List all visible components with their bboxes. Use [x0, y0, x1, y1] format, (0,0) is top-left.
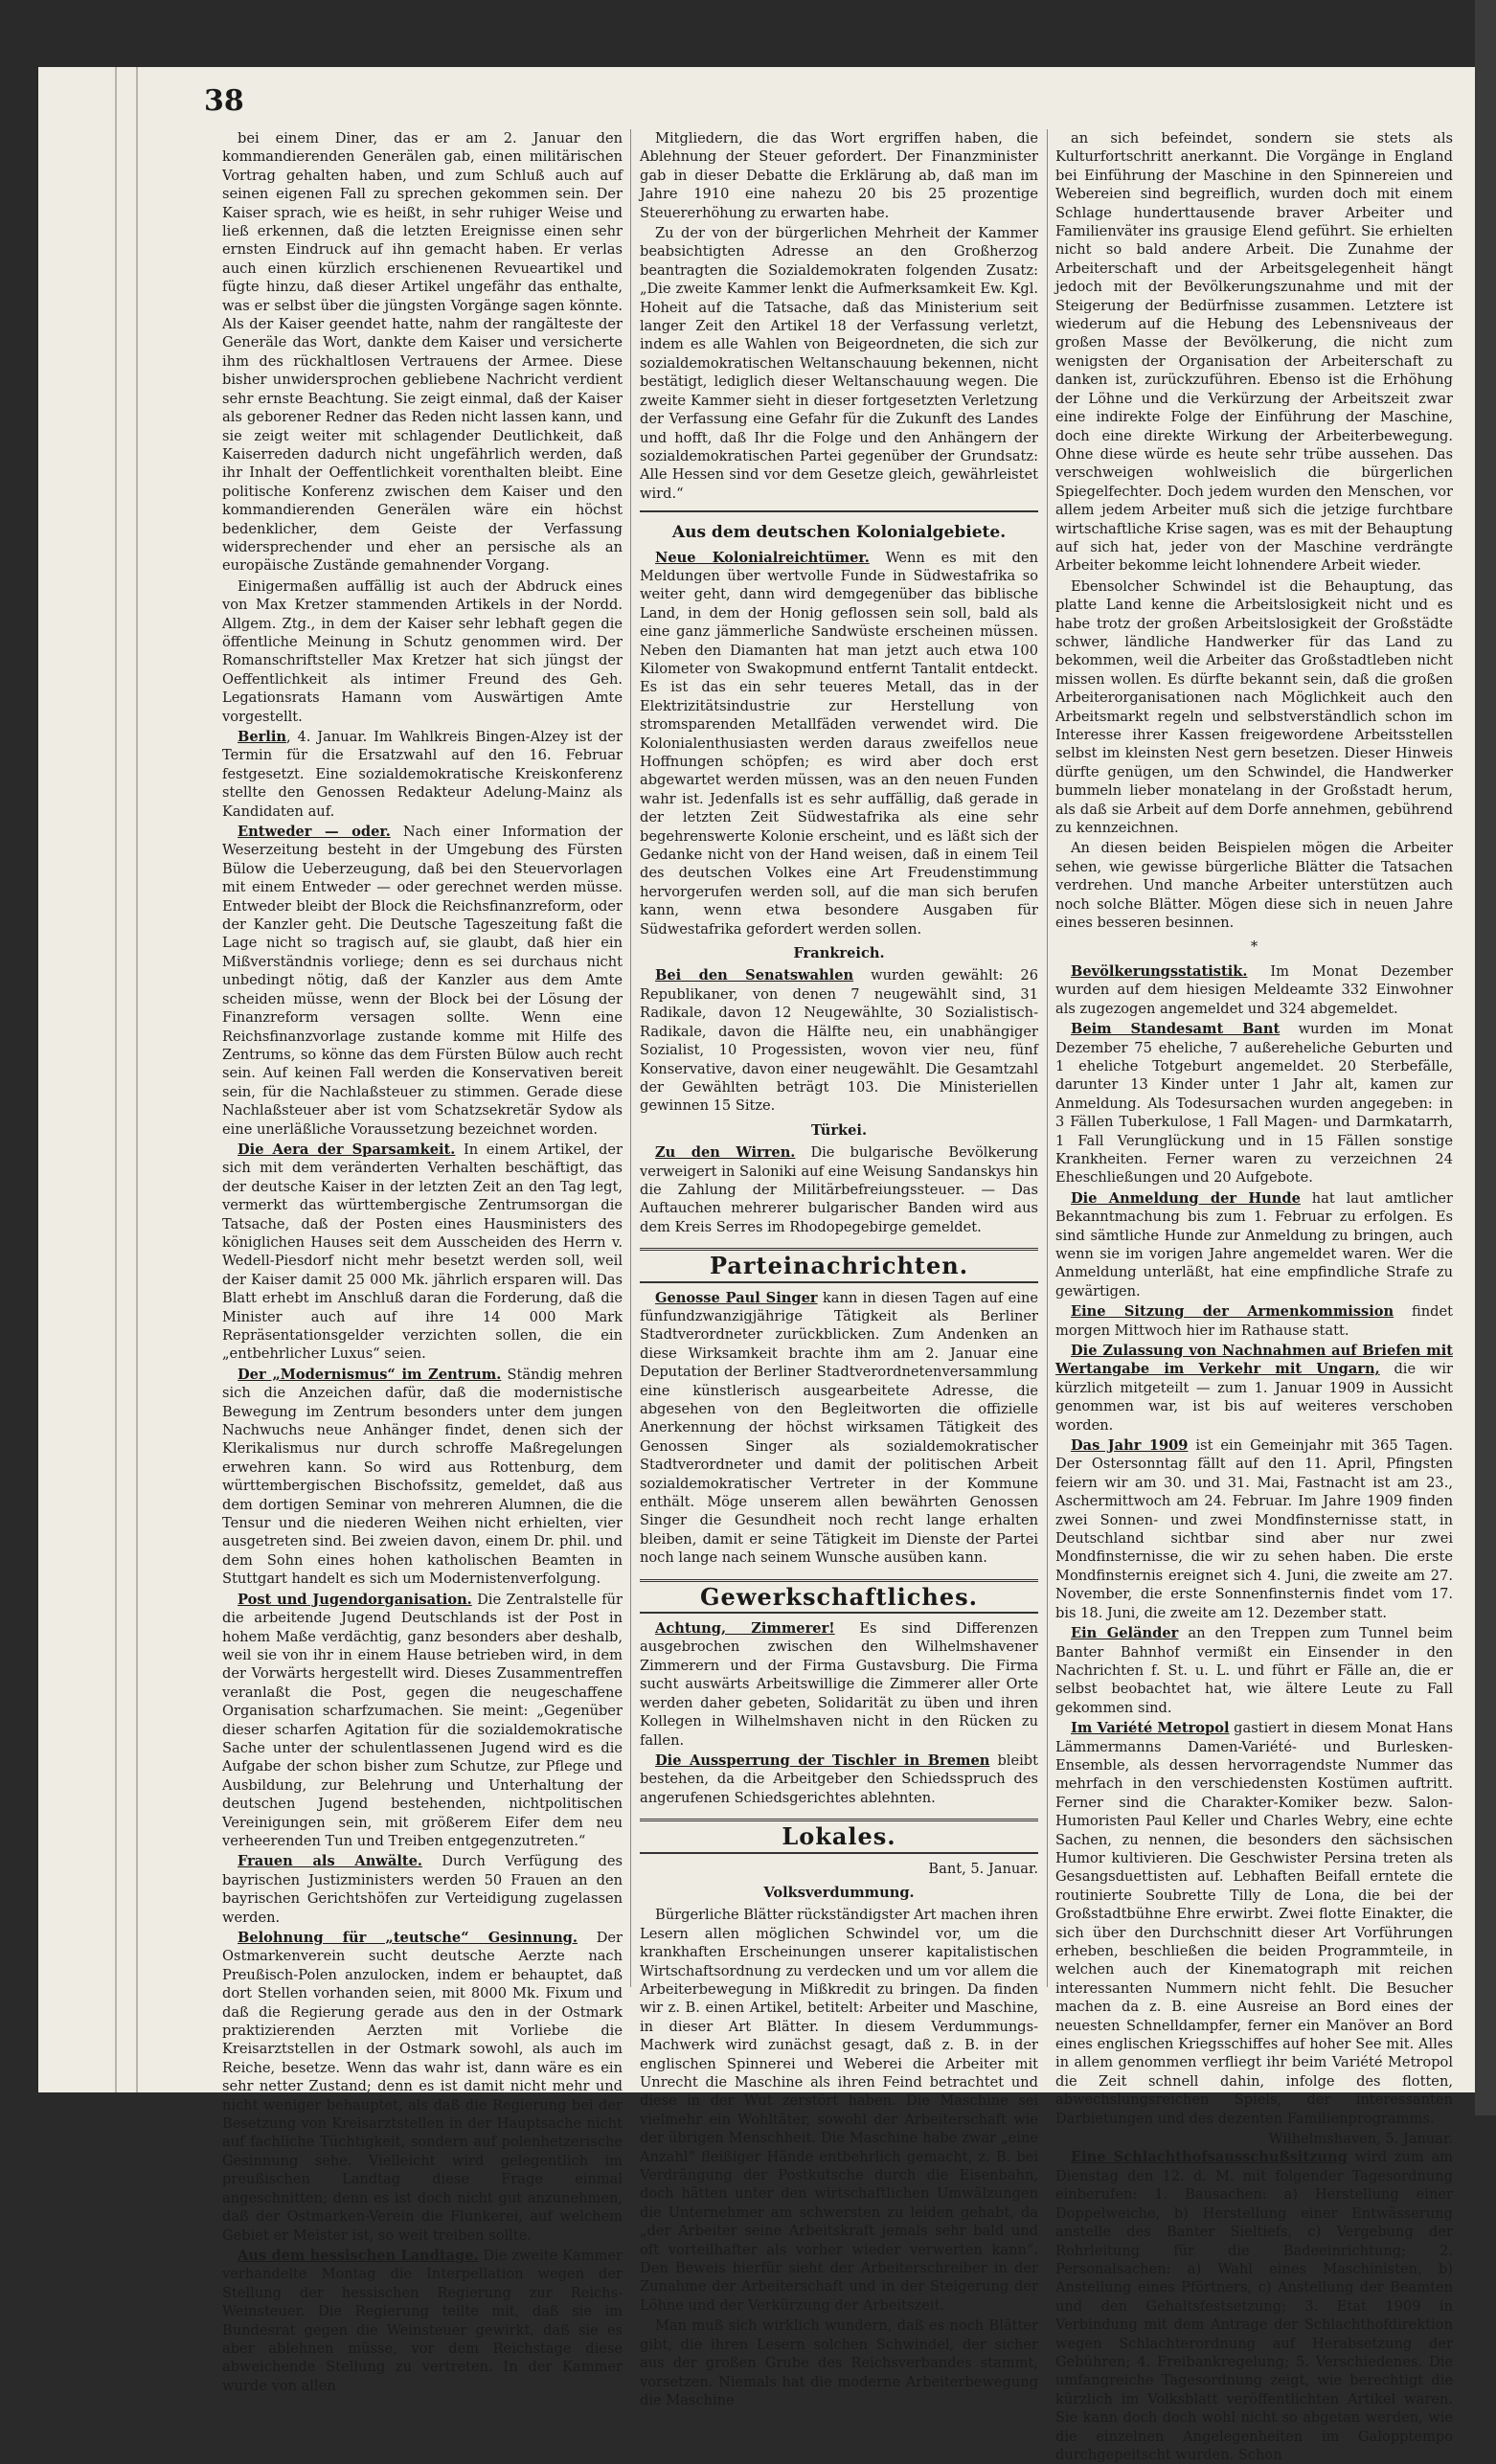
article-headline: Beim Standesamt Bant — [1071, 1021, 1281, 1038]
article-text: bleibt bestehen, da die Arbeitgeber den Schiedsspruch des angerufenen Schiedsgerichtes ablehnten. — [640, 1752, 1038, 1806]
article-headline: Achtung, Zimmerer! — [655, 1620, 835, 1638]
article-text: Bürgerliche Blätter rückständigster Art machen ihren Lesern allen möglichen Schwindel vor, um die krankhaften Erscheinungen unserer kapitalistischen Wirtschaftsordnung zu verdecken und um vor allem die Arbeiterbewegung in Mißkredit zu bringen. Da finden wir z. B. einen Artikel, betitelt: Arbeiter und Maschine, in dieser Art Blätter. In diesem Verdummungs-Machwerk wird zunächst gesagt, daß z. B. in der englischen Spinnerei und Weberei die Arbeiter mit Unrecht die Maschine als ihren Feind betrachtet und diese in der Wut zerstört haben. Die Maschine sei vielmehr ein Wohltäter, sowohl der Arbeiterschaft wie der übrigen Menschheit. Die Maschine habe zwar „eine Anzahl“ fleißiger Hände entbehrlich gemacht, z. B. bei Verdrängung der Postkutsche durch die Eisenbahn, doch hätten unter den wirtschaftlichen Umwälzungen die Unternehmer am schwersten zu leiden gehabt, da „der Arbeiter seine Arbeitskraft jemals sehr bald und oft vorteilhafter als vorher wieder verwerten kann“. Den Beweis hierfür sieht der Arbeiterschreiber in der Zunahme der Arbeiterschaft und in der Steigerung der Löhne und der Verkürzung der Arbeitszeit. — [640, 1907, 1038, 2314]
article-paragraph — [222, 577, 623, 726]
section-heading-frankreich: Frankreich. — [793, 945, 885, 962]
article-paragraph — [640, 549, 1038, 939]
article-paragraph — [640, 224, 1038, 503]
article-text: kann in diesen Tagen auf eine fünfundzwanzigjährige Tätigkeit als Berliner Stadtverordneter zurückblicken. Zum Andenken an diese Wirksamkeit brachte ihm am 2. Januar eine Deputation der Berliner Stadtverordnetenversammlung eine künstlerisch ausgearbeitete Adresse, die abgesehen von den Begleitworten die offizielle Anerkennung der höchst wirksamen Tätigkeit des Genossen Singer als sozialdemokratischer Stadtverordneter und damit der politischen Arbeit sozialdemokratischer Vertreter in der Kommune enthält. Möge unserem allen bewährten Genossen Singer die Gesundheit noch recht lange erhalten bleiben, damit er seine Tätigkeit im Dienste der Partei noch lange nach seinem Wunsche ausüben kann. — [640, 1289, 1038, 1567]
article-headline: Genosse Paul Singer — [655, 1289, 818, 1306]
article-text: Zu der von der bürgerlichen Mehrheit der Kammer beabsichtigten Adresse an den Großherzog beantragten die Sozialdemokraten folgenden Zusatz: „Die zweite Kammer lenkt die Aufmerksamkeit Ew. Kgl. Hoheit auf die Tatsache, daß das Ministerium seit langer Zeit den Artikel 18 der Verfassung verletzt, indem es alle Wahlen von Beigeordneten, die sich zur sozialdemokratischen Weltanschauung bekennen, nicht bestätigt, lediglich dieser Weltanschauung wegen. Die zweite Kammer sieht in dieser fortgesetzten Verletzung der Verfassung eine Gefahr für die Zukunft des Landes und hofft, daß Ihr die Folge und den Anhängern der sozialdemokratischen Partei gegenüber der Grundsatz: Alle Hessen sind vor dem Gesetze gleich, gewährleistet wird.“ — [640, 225, 1038, 502]
article-text: An diesen beiden Beispielen mögen die Arbeiter sehen, wie gewisse bürgerliche Blätter die Tatsachen verdrehen. Und manche Arbeiter unterstützen auch noch solche Blätter. Mögen diese sich in neuen Jahre eines besseren besinnen. — [1055, 840, 1453, 932]
article-paragraph — [1055, 1624, 1453, 1717]
column-rule — [630, 129, 631, 1987]
article-headline: Bevölkerungsstatistik. — [1071, 962, 1248, 980]
article-paragraph — [1055, 2148, 1453, 2464]
page-edge — [1475, 0, 1496, 2115]
article-paragraph — [1055, 1302, 1453, 1340]
article-paragraph — [1055, 577, 1453, 838]
article-paragraph — [222, 728, 623, 821]
article-headline: Zu den Wirren. — [655, 1144, 796, 1162]
section-heading-lokales: Lokales. — [640, 1819, 1038, 1853]
article-paragraph — [222, 129, 623, 576]
article-paragraph — [1055, 1342, 1453, 1435]
article-paragraph — [222, 1366, 623, 1589]
article-headline: Die Aussperrung der Tischler in Bremen — [655, 1752, 990, 1769]
article-headline: Die Aera der Sparsamkeit. — [238, 1141, 456, 1158]
binding-line — [136, 67, 138, 2092]
article-paragraph — [222, 1141, 623, 1364]
section-heading-kolonial: Aus dem deutschen Kolonialgebiete. — [671, 523, 1007, 543]
article-text: an sich befeindet, sondern sie stets als Kulturfortschritt anerkannt. Die Vorgänge in England bei Einführung der Maschine in den Spinnereien und Webereien sind begreiflich, wurden doch mit einem Schlage hunderttausende braver Arbeiter und Familienväter ins grausige Elend geführt. Sie erhielten nicht so bald andere Arbeit. Die Zunahme der Arbeiterschaft und der Arbeitsgelegenheit hängt jedoch mit der Bevölkerungszunahme und mit der Steigerung der Bedürfnisse zusammen. Letztere ist wiederum auf die Hebung des Lebensniveaus der großen Masse der Bevölkerung, die nicht zum wenigsten der Organisation der Arbeiterschaft zu danken ist, zurückzuführen. Ebenso ist die Erhöhung der Löhne und die Verkürzung der Arbeitszeit zwar eine indirekte Folge der Einführung der Maschine, doch eine direkte Wirkung der Arbeiterbewegung. Ohne diese würde es heute sehr trübe aussehen. Das verschweigen wohlweislich die bürgerlichen Spiegelfechter. Doch jedem wurden den Menschen, vor allem jedem Arbeiter muß sich die jetzige furchtbare wirtschaftliche Krise sagen, was es mit der Behauptung auf sich hat, jeder von der Maschine verdrängte Arbeiter bekomme leicht lohnendere Arbeit wieder. — [1055, 130, 1453, 575]
column-rule — [1047, 129, 1048, 1987]
article-title-volksverdummung: Volksverdummung. — [763, 1884, 915, 1901]
article-text: Im Monat Dezember wurden auf dem hiesigen Meldeamte 332 Einwohner als zugezogen angemeldet und 324 abgemeldet. — [1055, 962, 1453, 1017]
article-text: Wenn es mit den Meldungen über wertvolle Funde in Südwestafrika so weiter geht, dann wird demgegenüber das biblische Land, in dem der Honig geflossen sein soll, bald als eine ganz jämmerliche Sandwüste erscheinen müssen. Neben den Diamanten hat man jetzt auch etwa 100 Kilometer von Swakopmund entfernt Tantalit entdeckt. Es ist das ein sehr teueres Metall, das in der Elektrizitätsindustrie zur Herstellung von stromsparenden Metallfäden verwendet wird. Die Kolonialenthusiasten werden daraus zweifellos neue Hoffnungen schöpfen; es wird aber doch erst abgewartet werden müssen, was an den neuen Funden wahr ist. Jedenfalls ist es sehr auffällig, daß gerade in der letzten Zeit Südwestafrika als eine sehr begehrenswerte Kolonie erscheint, und es läßt sich der Gedanke nicht von der Hand weisen, daß in einem Teil des deutschen Volkes eine Art Freudenstimmung hervorgerufen werden soll, auf die man sich berufen kann, wenn etwa besondere Ausgaben für Südwestafrika gefordert werden sollen. — [640, 549, 1038, 938]
article-paragraph — [1055, 1436, 1453, 1622]
article-text: wird zum am Dienstag den 12. d. M. mit folgender Tagesordnung einberufen: 1. Bausachen: a) Herstellung einer Doppelweiche, b) Herstellung einer Entwässerung anstelle des Banter Sieltiefs, c) Vergebung der Rohrleitung für die Badeeinrichtung; 2. Personalsachen: a) Wahl eines Maschinisten, b) Anstellung eines Pförtners, c) Anstellung der Beamten und den Gehaltsfestsetzung; 3. Etat 1909 in Verbindung mit dem Antrage der Schlachthofdirektion wegen Schlachterordnung auf Herabsetzung der Gebühren; 4. Freibankregelung; 5. Verschiedenes. Die umfangreiche Tagesordnung zeigt, wie berechtigt die kürzlich im Volksblatt veröffentlichten Artikel waren. Sie kann doch doch wohl nicht so abgetan werden, wie die einzelnen Angelegenheiten im Galopptempo durchgepeitscht wurden. Schon — [1055, 2149, 1453, 2463]
section-rule — [640, 510, 1038, 512]
column-2 — [640, 129, 1039, 2408]
article-paragraph — [222, 1929, 623, 2245]
article-headline: Ein Geländer — [1071, 1625, 1179, 1642]
article-headline: Eine Sitzung der Armenkommission — [1071, 1303, 1394, 1321]
article-headline: Das Jahr 1909 — [1071, 1437, 1189, 1455]
article-text: Es sind Differenzen ausgebrochen zwischen den Wilhelmshavener Zimmerern und der Firma Gustavsburg. Die Firma sucht auswärts Arbeitswillige die Zimmerer aller Orte werden daher gebeten, Solidarität zu üben und ihren Kollegen in Wilhelmshaven nicht in den Rücken zu fallen. — [640, 1620, 1038, 1749]
article-paragraph — [640, 129, 1038, 222]
article-paragraph — [1055, 839, 1453, 932]
dateline-bant: Bant, 5. Januar. — [928, 1860, 1038, 1877]
article-text: gastiert in diesem Monat Hans Lämmermanns Damen-Variété- und Burlesken-Ensemble, als dessen hervorragendste Nummer das mehrfach in den verschiedensten Kostümen auftritt. Ferner sind die Charakter-Komiker bezw. Salon-Humoristen Paul Keller und Charles Webry, eine echte Sachen, zu nennen, die besonders den sächsischen Humor kultivieren. Die Geschwister Persina treten als Gesangsduettisten auf. Lebhaften Beifall erntete die routinierte Soubrette Tilly de Lona, die bei der Großstadtbühne Ehre erwirbt. Zwei flotte Einakter, die sich über den Durchschnitt dieser Art Vorführungen erheben, beschließen die beiden Programmteile, in welchen auch der Kinematograph mit reichen interessanten Nummern nicht fehlt. Die Besucher machen da z. B. eine Ausreise an Bord eines der neuesten Schnelldampfer, ferner ein Manöver an Bord eines englischen Kriegsschiffes auf hoher See mit. Alles in allem genommen verfliegt ihr beim Variété Metropol die Zeit schnell dahin, infolge des flotten, abwechslungsreichen Spiels, der interessanten Darbietungen und des dezenten Familienprogramms. — [1055, 1720, 1454, 2127]
article-text: Die Zentralstelle für die arbeitende Jugend Deutschlands ist der Post in hohem Maße verdächtig, ganz besonders aber deshalb, weil sie von ihr in einem Hause betrieben wird, in dem der Vorwärts hergestellt wird. Dieses Zusammentreffen veranlaßt die Post, gegen die neugeschaffene Organisation scharfzumachen. Sie meint: „Gegenüber dieser scharfen Agitation für die sozialdemokratische Sache unter der schulentlassenen Jugend wird es die Aufgabe der schon bisher zum Schutze, zur Pflege und Ausbildung, zur Belehrung und Unterhaltung der deutschen Jugend bestehenden, nichtpolitischen Vereinigungen sein, mit größerem Eifer dem neu verheerenden Tun und Treiben entgegenzutreten.“ — [222, 1591, 623, 1849]
article-headline: Im Variété Metropol — [1071, 1720, 1230, 1737]
article-paragraph — [640, 2317, 1038, 2409]
article-paragraph — [222, 2247, 623, 2395]
article-headline: Die Zulassung von Nachnahmen auf Briefen mit Wertangabe im Verkehr mit Ungarn, — [1055, 1343, 1453, 1378]
article-paragraph — [640, 1143, 1038, 1236]
article-headline: Belohnung für „teutsche“ Gesinnung. — [238, 1930, 578, 1946]
article-paragraph — [1055, 1719, 1453, 2128]
article-text: Die bulgarische Bevölkerung verweigert in Saloniki auf eine Weisung Sandanskys hin die Zahlung der Militärbefreiungssteuer. — Das Auftauchen mehrerer bulgarischer Banden wird aus dem Kreis Serres im Rhodopegebirge gemeldet. — [640, 1144, 1038, 1235]
article-paragraph — [222, 1591, 623, 1851]
article-headline: Bei den Senatswahlen — [655, 967, 854, 984]
article-text: Ständig mehren sich die Anzeichen dafür, daß die modernistische Bewegung im Zentrum besonders unter dem jungen Nachwuchs neue Anhänger findet, denen sich der Klerikalismus nur durch schroffe Maßregelungen erwehren kann. So wird aus Rottenburg, dem württembergischen Bischofssitz, gemeldet, daß aus dem dortigen Seminar von mehreren Alumnen, die die Tensur und die niederen Weihen nicht erhielten, vier ausgetreten sind. Bei zweien davon, einem Dr. phil. und dem Sohn eines hohen katholischen Beamten in Stuttgart handelt es sich um Modernistenverfolgung. — [222, 1366, 623, 1588]
article-text: an den Treppen zum Tunnel beim Banter Bahnhof vermißt ein Einsender in den Nachrichten f. St. u. L. und führt er Fälle an, die er selbst beobachtet hat, wie ältere Leute zu Fall gekommen sind. — [1055, 1625, 1453, 1716]
section-heading-tuerkei: Türkei. — [810, 1121, 868, 1139]
article-paragraph — [640, 1619, 1038, 1750]
dateline-wilhelmshaven: Wilhelmshaven, 5. Januar. — [1268, 2131, 1453, 2148]
column-1 — [222, 129, 623, 2394]
article-text: ist ein Gemeinjahr mit 365 Tagen. Der Ostersonntag fällt auf den 11. April, Pfingsten feiern wir am 30. und 31. Mai, Fastnacht ist am 23., Aschermittwoch am 24. Februar. Im Jahre 1909 finden zwei Sonnen- und zwei Mondfinsternisse statt, in Deutschland sichtbar sind aber nur zwei Mondfinsternisse, die wir zu sehen haben. Die erste Mondfinsternis ereignet sich 4. Juni, die zweite am 27. November, die erste Sonnenfinsternis findet vom 17. bis 18. Juni, die zweite am 12. Dezember statt. — [1055, 1437, 1453, 1621]
column-3 — [1055, 129, 1454, 2463]
article-text: bei einem Diner, das er am 2. Januar den kommandierenden Generälen gab, einen militärischen Vortrag gehalten haben, und zum Schluß auch auf seinen eigenen Fall zu sprechen gekommen sein. Der Kaiser sprach, wie es heißt, in sehr ruhiger Weise und ließ erkennen, daß die letzten Ereignisse einen sehr ernsten Eindruck auf ihn gemacht haben. Er verlas auch einen kürzlich erschienenen Revueartikel und fügte hinzu, daß dieser Artikel ungefähr das enthalte, was er selbst über die jüngsten Vorgänge sagen könnte. Als der Kaiser geendet hatte, nahm der rangälteste der Generäle das Wort, dankte dem Kaiser und versicherte ihm des rückhaltlosen Vertrauens der Armee. Diese bisher unwidersprochen gebliebene Nachricht verdient sehr ernste Beachtung. Sie zeigt einmal, daß der Kaiser als geborener Redner das Reden nicht lassen kann, und sie zeigt weiter mit schlagender Deutlichkeit, daß Kaiserreden dadurch nicht ungefährlich werden, daß ihr Inhalt der Oeffentlichkeit vorenthalten bleibt. Eine politische Konferenz zwischen dem Kaiser und den kommandierenden Generälen wäre ein höchst bedenklicher, dem Geiste der Verfassung widersprechender und eher an persische als an europäische Zustände gemahnender Vorgang. — [222, 130, 623, 575]
article-text: Nach einer Information der Weserzeitung besteht in der Umgebung des Fürsten Bülow die Ueberzeugung, daß bei den Steuervorlagen mit einem Entweder — oder gerechnet werden müsse. Entweder bleibt der Block die Reichsfinanzreform, oder der Kanzler geht. Die Deutsche Tageszeitung faßt die Lage nicht so tragisch auf, sie glaubt, daß hier ein Mißverständnis vorliege; denn es sei durchaus nicht unbedingt nötig, daß der Kanzler aus dem Amte scheiden müsse, wenn der Block bei der Lösung der Finanzreform versagen sollte. Wenn eine Reichsfinanzvorlage zustande komme mit Hilfe des Zentrums, so könne das dem Fürsten Bülow auch recht sein. Auf keinen Fall werden die Konservativen bereit sein, für die Nachlaßsteuer zu stimmen. Gerade diese Nachlaßsteuer aber ist vom Schatzsekretär Sydow als eine unerläßliche Voraussetzung bezeichnet worden. — [222, 824, 623, 1138]
article-text: Einigermaßen auffällig ist auch der Abdruck eines von Max Kretzer stammenden Artikels in der Nordd. Allgem. Ztg., in dem der Kaiser sehr lebhaft gegen die öffentliche Meinung in Schutz genommen wird. Der Romanschriftsteller Max Kretzer hat sich jüngst der Oeffentlichkeit als intimer Freund des Geh. Legationsrats Hamann vom Auswärtigen Amte vorgestellt. — [222, 577, 623, 725]
article-headline: Frauen als Anwälte. — [238, 1853, 422, 1870]
article-paragraph — [640, 1906, 1038, 2315]
article-paragraph — [1055, 1189, 1453, 1300]
article-text: Die zweite Kammer verhandelte Montag die Interpellation wegen der Stellung der hessischen Regierung zur Reichs-Weinsteuer. Die Regierung teilte mit, daß sie im Bundesrat gegen die Weinsteuer gewirkt, daß sie es aber ablehnen müsse, vor dem Reichstage diese abweichende Stellung zu vertreten. In der Kammer wurde von allen — [222, 2247, 623, 2394]
article-paragraph — [222, 1852, 623, 1927]
article-text: die wir kürzlich mitgeteilt — zum 1. Januar 1909 in Aussicht genommen war, ist bis auf weiteres verschoben worden. — [1055, 1361, 1453, 1434]
article-text: wurden gewählt: 26 Republikaner, von denen 7 neugewählt sind, 31 Radikale, davon 12 Neugewählte, 30 Sozialistisch-Radikale, davon die Hälfte neu, ein unabhängiger Sozialist, 10 Progessisten, wovon vier neu, fünf Konservative, davon einer neugewählt. Die Gesamtzahl der Gewählten beträgt 103. Die Ministeriellen gewinnen 15 Sitze. — [640, 967, 1039, 1115]
article-paragraph — [1055, 129, 1453, 576]
article-headline: Berlin — [238, 729, 287, 745]
article-paragraph — [640, 1752, 1038, 1807]
article-text: Der Ostmarkenverein sucht deutsche Aerzte nach Preußisch-Polen anzulocken, indem er behauptet, daß dort Stellen vorhanden seien, mit 8000 Mk. Fixum und daß die Regierung gerade aus den in der Ostmark praktizierenden Aerzten mit Vorliebe die Kreisarztstellen in der Ostmark sowohl, als auch im Reiche, besetze. Wenn das wahr ist, dann wäre es ein sehr netter Zustand; denn es ist damit nicht mehr und nicht weniger behauptet, als daß die Regierung bei der Besetzung von Kreisarztstellen in der Hauptsache nicht auf fachliche Tüchtigkeit, sondern auf polenhetzerische Gesinnung sehe. Vielleicht wird gelegentlich im preußischen Landtag diese Frage einmal angeschnitten; denn es ist doch nicht gut anzunehmen, daß der Ostmarken-Verein die Flunkerei, auf welchem Gebiet er Meister ist, so weit treiben sollte. — [222, 1930, 623, 2244]
section-heading-partei: Parteinachrichten. — [640, 1248, 1038, 1282]
article-text: wurden im Monat Dezember 75 eheliche, 7 außereheliche Geburten und 1 eheliche Totgeburt angemeldet. 20 Sterbefälle, darunter 13 Kinder unter 1 Jahr alt, kamen zur Anmeldung. Als Todesursachen wurden angegeben: in 3 Fällen Tuberkulose, 1 Fall Magen- und Darmkatarrh, 1 Fall Verunglückung und in 15 Fällen sonstige Krankheiten. Ferner waren zu verzeichnen 24 Eheschließungen und 20 Aufgebote. — [1055, 1021, 1453, 1187]
article-text: In einem Artikel, der sich mit dem veränderten Verhalten beschäftigt, das der deutsche Kaiser in der letzten Zeit an den Tag legt, vermerkt das württembergische Zentrumsorgan die Tatsache, daß der Posten eines Hausministers des königlichen Hauses seit dem Ausscheiden des Herrn v. Wedell-Piesdorf nicht mehr besetzt werden soll, weil der Kaiser damit 25 000 Mk. jährlich ersparen will. Das Blatt erhebt im Anschluß daran die Forderung, daß die Minister auch auf ihre 14 000 Mark Repräsentationsgelder verzichten sollen, die ein „entbehrlicher Luxus“ seien. — [222, 1141, 623, 1363]
article-paragraph — [1055, 962, 1453, 1018]
article-headline: Die Anmeldung der Hunde — [1071, 1189, 1301, 1207]
article-paragraph — [640, 1289, 1038, 1568]
article-text: Mitgliedern, die das Wort ergriffen haben, die Ablehnung der Steuer gefordert. Der Finanzminister gab in dieser Debatte die Erklärung ab, daß man im Jahre 1910 eine nahezu 20 bis 25 prozentige Steuererhöhung zu erwarten habe. — [640, 130, 1038, 221]
article-text: Durch Verfügung des bayrischen Justizministers werden 50 Frauen an den bayrischen Gerichtshöfen zur Verteidigung zugelassen werden. — [222, 1853, 623, 1926]
article-text: Ebensolcher Schwindel ist die Behauptung, das platte Land kenne die Arbeitslosigkeit nicht und es habe trotz der großen Arbeitslosigkeit der Großstädte schwer, ländliche Handwerker für das Land zu bekommen, weil die Arbeiter das Großstadtleben nicht missen wollen. Es dürfte bekannt sein, daß die großen Arbeiterorganisationen nach Möglichkeit auch den Arbeitsmarkt regeln und selbstverständlich schon im Interesse ihrer Kassen freigewordene Arbeitsstellen selbst im kleinsten Nest gern besetzen. Dieser Hinweis dürfte genügen, um den Schwindel, die Handwerker bummeln lieber monatelang in der Großstadt herum, als daß sie Arbeit auf dem Dorfe annehmen, gebührend zu kennzeichnen. — [1055, 577, 1453, 837]
section-heading-gewerkschaft: Gewerkschaftliches. — [640, 1579, 1038, 1614]
article-text: hat laut amtlicher Bekanntmachung bis zum 1. Februar zu erfolgen. Es sind sämtliche Hunde zur Anmeldung zu bringen, auch wenn sie im vorigen Jahre angemeldet waren. Wer die Anmeldung unterläßt, hat eine empfindliche Strafe zu gewärtigen. — [1055, 1189, 1453, 1300]
separator-star: * — [1250, 938, 1258, 956]
article-headline: Entweder — oder. — [238, 824, 391, 841]
article-headline: Der „Modernismus“ im Zentrum. — [238, 1366, 502, 1383]
article-headline: Eine Schlachthofsausschußsitzung — [1071, 2149, 1348, 2166]
article-paragraph — [222, 823, 623, 1139]
article-headline: Neue Kolonialreichtümer. — [655, 549, 870, 566]
article-paragraph — [1055, 1020, 1453, 1187]
article-headline: Aus dem hessischen Landtage. — [238, 2247, 479, 2264]
article-text: , 4. Januar. Im Wahlkreis Bingen-Alzey ist der Termin für die Ersatzwahl auf den 16. Februar festgesetzt. Eine sozialdemokratische Kreiskonferenz stellte den Genossen Redakteur Adelung-Mainz als Kandidaten auf. — [222, 729, 623, 820]
binding-line — [115, 67, 117, 2092]
page-number: 38 — [204, 84, 244, 118]
article-headline: Post und Jugendorganisation. — [238, 1591, 472, 1608]
article-paragraph — [640, 966, 1038, 1115]
article-text: Man muß sich wirklich wundern, daß es noch Blätter gibt, die ihren Lesern solchen Schwindel, der sicher aus der großen Grube des Reichsverbandes stammt, vorsetzen. Niemals hat die moderne Arbeiterbewegung die Maschine — [640, 2317, 1038, 2408]
article-text: findet morgen Mittwoch hier im Rathause statt. — [1055, 1303, 1453, 1339]
